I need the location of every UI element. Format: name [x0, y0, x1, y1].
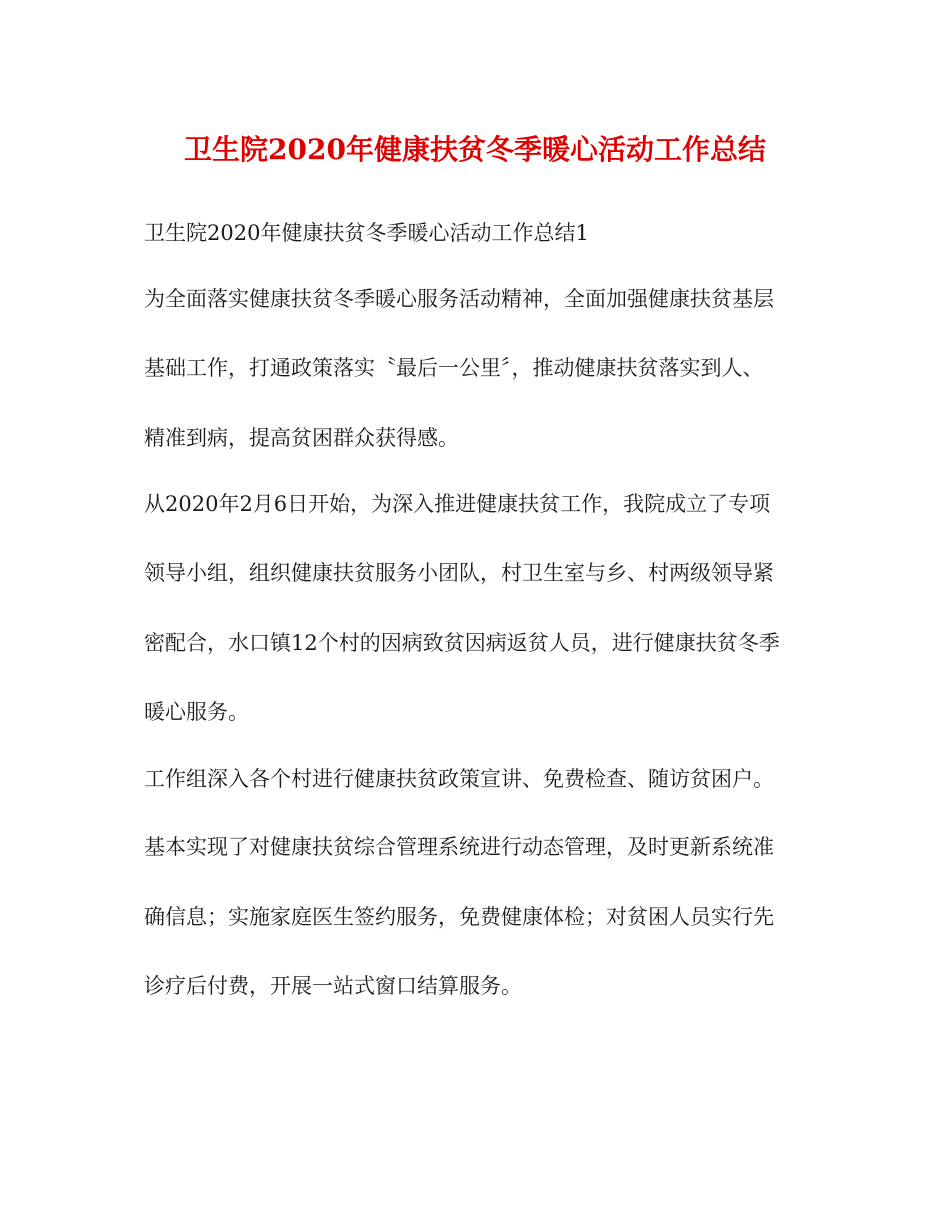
paragraph-2-line-1: 从2020年2月6日开始，为深入推进健康扶贫工作，我院成立了专项	[144, 492, 771, 516]
paragraph-2-line-2: 领导小组，组织健康扶贫服务小团队，村卫生室与乡、村两级领导紧	[144, 561, 774, 585]
paragraph-3-line-1: 工作组深入各个村进行健康扶贫政策宣讲、免费检查、随访贫困户。	[144, 767, 774, 791]
paragraph-2-line-3: 密配合，水口镇12个村的因病致贫因病返贫人员，进行健康扶贫冬季	[144, 631, 780, 655]
paragraph-4-line-3: 诊疗后付费，开展一站式窗口结算服务。	[144, 974, 522, 998]
paragraph-1-line-3: 精准到病，提高贫困群众获得感。	[144, 426, 459, 450]
paragraph-4-line-2: 确信息；实施家庭医生签约服务，免费健康体检；对贫困人员实行先	[144, 905, 774, 929]
document-subtitle: 卫生院2020年健康扶贫冬季暖心活动工作总结1	[144, 221, 589, 245]
paragraph-1-line-1: 为全面落实健康扶贫冬季暖心服务活动精神，全面加强健康扶贫基层	[144, 287, 774, 311]
paragraph-4-line-1: 基本实现了对健康扶贫综合管理系统进行动态管理，及时更新系统准	[144, 835, 774, 859]
paragraph-2-line-4: 暖心服务。	[144, 700, 249, 724]
paragraph-1-line-2: 基础工作，打通政策落实〝最后一公里〞，推动健康扶贫落实到人、	[144, 356, 764, 380]
document-title: 卫生院2020年健康扶贫冬季暖心活动工作总结	[184, 133, 766, 166]
